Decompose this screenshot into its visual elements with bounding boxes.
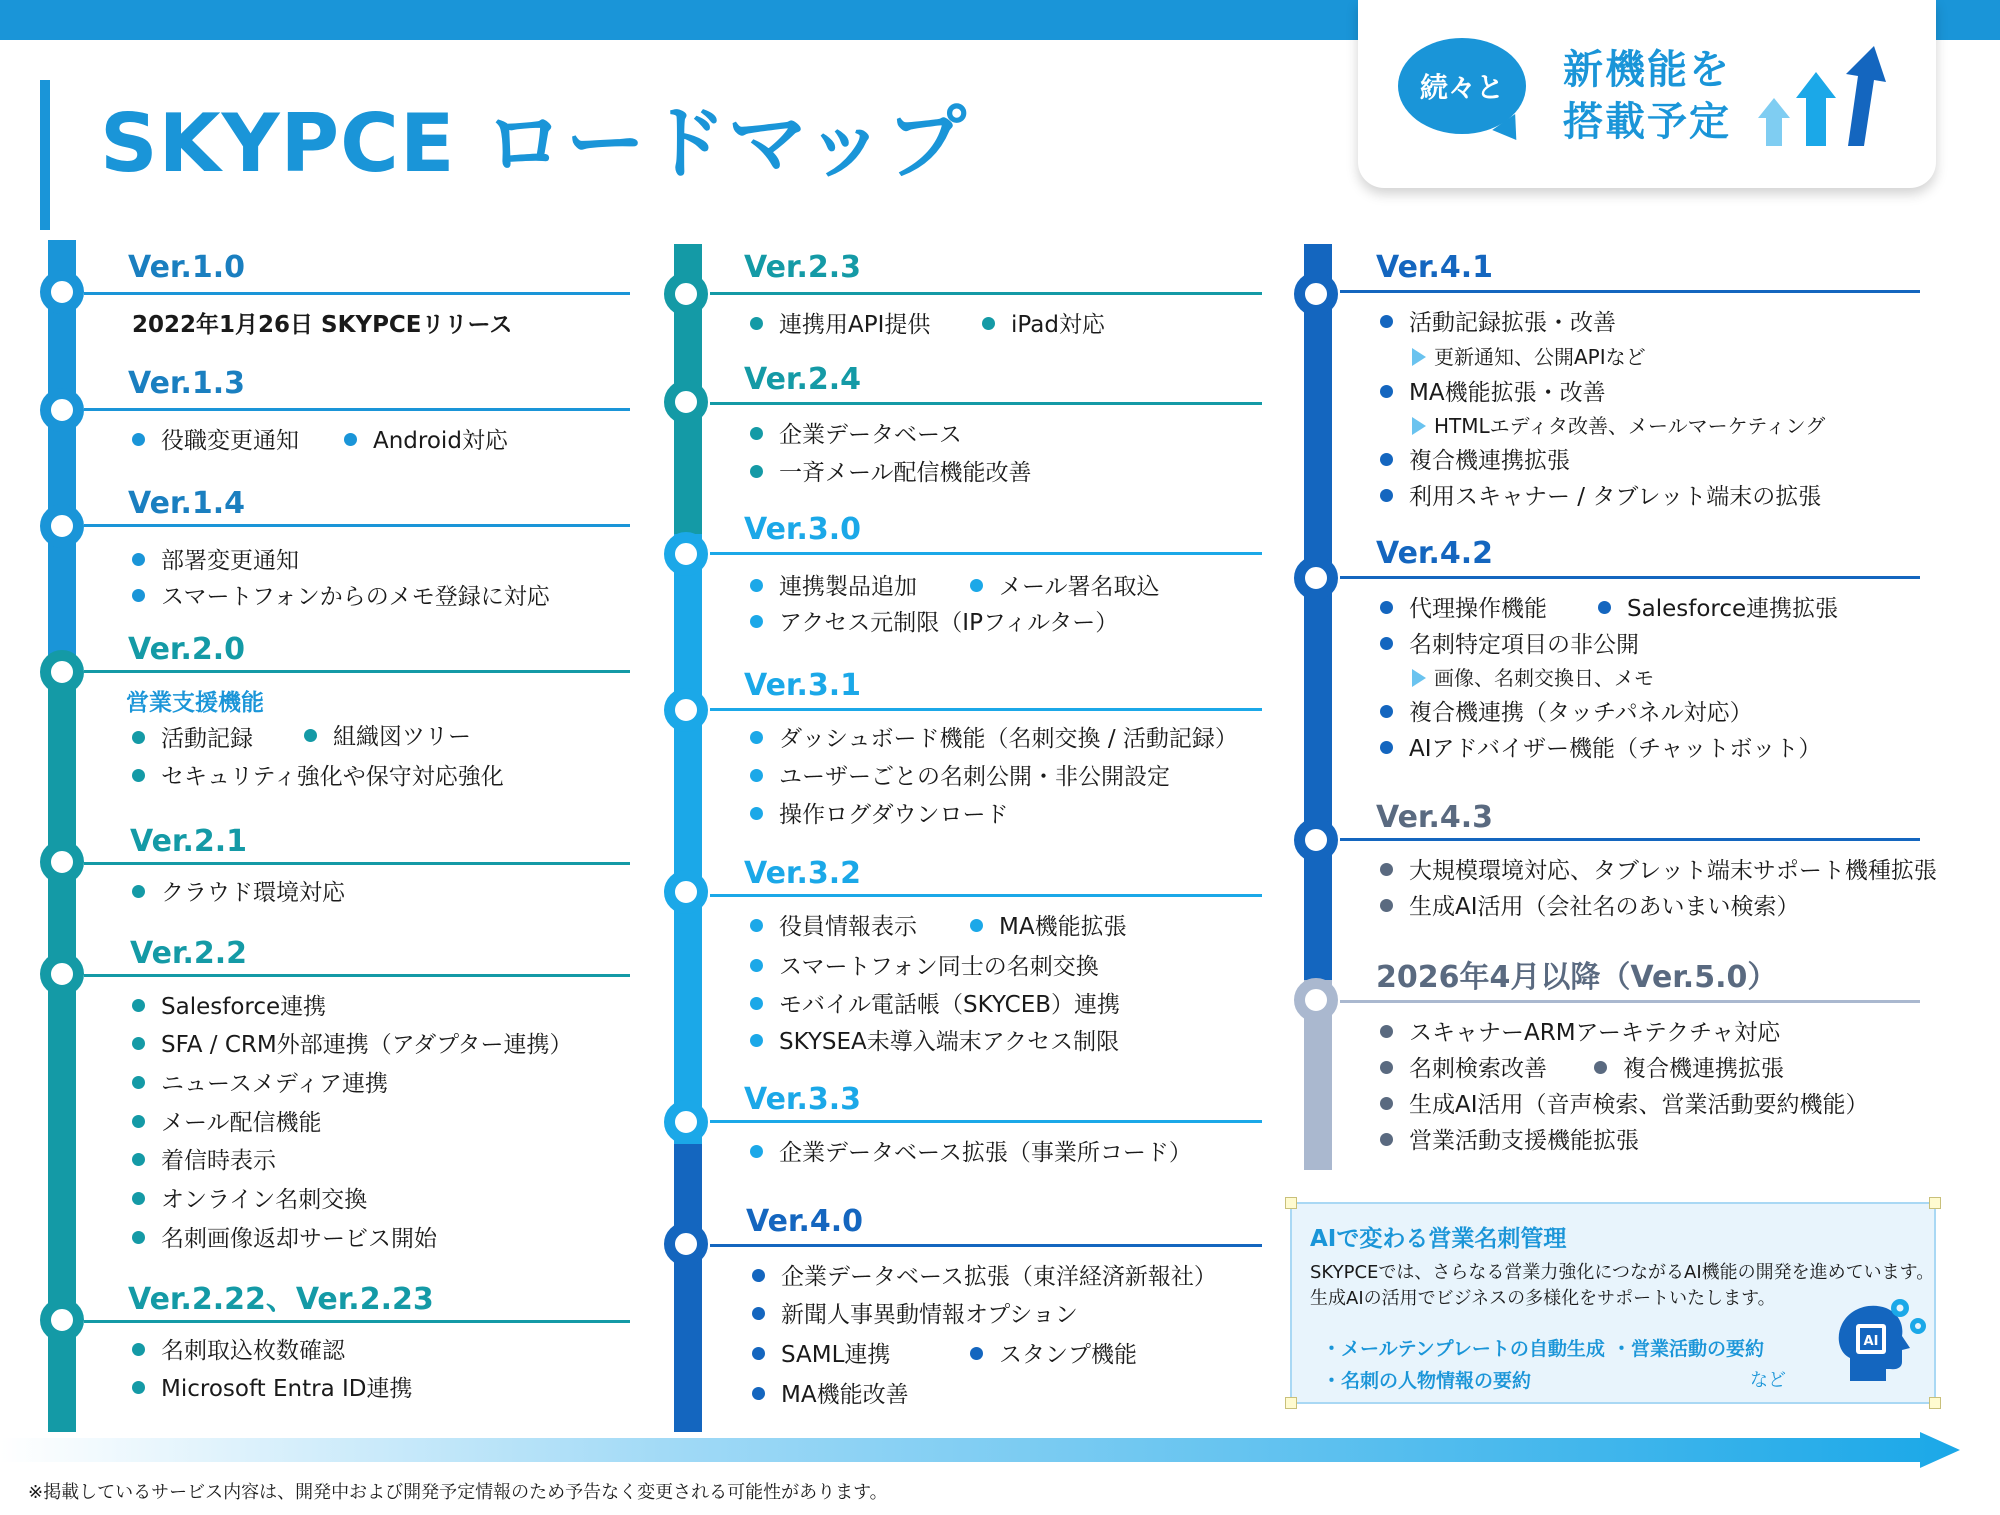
timeline-node — [40, 504, 84, 548]
selection-handle — [1285, 1397, 1297, 1409]
version-heading: 2026年4月以降（Ver.5.0） — [1376, 960, 1778, 995]
feature-item: 利用スキャナー / タブレット端末の拡張 — [1380, 482, 1821, 512]
category-label: 営業支援機能 — [126, 690, 264, 716]
version-heading: Ver.1.0 — [128, 250, 245, 285]
timeline-node — [40, 270, 84, 314]
feature-item: アクセス元制限（IPフィルター） — [750, 608, 1118, 638]
feature-item: SKYSEA未導入端末アクセス制限 — [750, 1027, 1119, 1057]
feature-item: ユーザーごとの名刺公開・非公開設定 — [750, 762, 1170, 792]
version-heading: Ver.2.3 — [744, 250, 861, 285]
feature-item: 名刺取込枚数確認 — [132, 1336, 345, 1366]
version-heading: Ver.4.1 — [1376, 250, 1493, 285]
ai-head-gear-icon — [1830, 1296, 1930, 1386]
ai-feature-item: ・営業活動の要約 — [1612, 1338, 1765, 1360]
feature-item: 一斉メール配信機能改善 — [750, 458, 1032, 488]
feature-item: 着信時表示 — [132, 1146, 276, 1176]
ai-desc-line-1: SKYPCEでは、さらなる営業力強化につながるAI機能の開発を進めています。 — [1310, 1262, 1935, 1283]
timeline-node — [1294, 556, 1338, 600]
timeline-rail-col3 — [1304, 244, 1332, 1170]
feature-item: 大規模環境対応、タブレット端末サポート機種拡張 — [1380, 856, 1937, 886]
feature-item: 活動記録 — [132, 724, 253, 754]
version-rule — [84, 292, 630, 295]
feature-item: MA機能拡張 — [970, 912, 1127, 942]
feature-item: 連携製品追加 — [750, 572, 917, 602]
feature-item: 代理操作機能 — [1380, 594, 1547, 624]
ai-feature-item: ・メールテンプレートの自動生成 — [1322, 1338, 1605, 1360]
timeline-progress-arrow — [0, 1432, 1960, 1468]
feature-item: スタンプ機能 — [970, 1340, 1137, 1370]
version-heading: Ver.2.2 — [130, 936, 247, 971]
feature-item: MA機能拡張・改善 — [1380, 378, 1606, 408]
feature-item: SAML連携 — [752, 1340, 890, 1370]
ai-icon-label: AI — [1863, 1334, 1879, 1349]
feature-subitem: HTMLエディタ改善、メールマーケティング — [1412, 413, 1825, 439]
feature-item: 名刺特定項目の非公開 — [1380, 630, 1639, 660]
version-heading: Ver.3.2 — [744, 856, 861, 891]
feature-item: 複合機連携（タッチパネル対応） — [1380, 698, 1753, 728]
version-rule — [84, 408, 630, 411]
timeline-node — [664, 870, 708, 914]
version-heading: Ver.3.0 — [744, 512, 861, 547]
version-rule — [84, 974, 630, 977]
feature-item: 営業活動支援機能拡張 — [1380, 1126, 1639, 1156]
version-rule — [1340, 1000, 1920, 1003]
version-rule — [1340, 290, 1920, 293]
version-heading: Ver.3.1 — [744, 668, 861, 703]
feature-item: iPad対応 — [982, 310, 1105, 340]
version-heading: Ver.4.0 — [746, 1204, 863, 1239]
feature-item: Salesforce連携拡張 — [1598, 594, 1838, 624]
feature-item: 活動記録拡張・改善 — [1380, 308, 1616, 338]
version-heading: Ver.2.4 — [744, 362, 861, 397]
version-rule — [710, 292, 1262, 295]
ai-desc-line-2: 生成AIの活用でビジネスの多様化をサポートいたします。 — [1310, 1288, 1776, 1309]
feature-item: セキュリティ強化や保守対応強化 — [132, 762, 504, 792]
timeline-node — [1294, 978, 1338, 1022]
timeline-node — [40, 1298, 84, 1342]
feature-subitem: 更新通知、公開APIなど — [1412, 344, 1646, 370]
version-heading: Ver.1.4 — [128, 486, 245, 521]
feature-item: MA機能改善 — [752, 1380, 909, 1410]
version-heading: Ver.3.3 — [744, 1082, 861, 1117]
feature-item: クラウド環境対応 — [132, 878, 345, 908]
feature-item: Microsoft Entra ID連携 — [132, 1374, 412, 1404]
timeline-node — [1294, 818, 1338, 862]
feature-item: 複合機連携拡張 — [1380, 446, 1570, 476]
timeline-node — [664, 380, 708, 424]
feature-item: 名刺画像返却サービス開始 — [132, 1224, 437, 1254]
version-rule — [1340, 838, 1920, 841]
triangle-bullet-icon — [1412, 669, 1426, 687]
feature-item: 企業データベース拡張（事業所コード） — [750, 1138, 1192, 1168]
ai-feature-item: ・名刺の人物情報の要約 — [1322, 1370, 1532, 1392]
badge-text — [1563, 44, 1731, 148]
timeline-node — [1294, 272, 1338, 316]
feature-item: メール配信機能 — [132, 1108, 322, 1138]
version-rule — [710, 708, 1262, 711]
timeline-node — [664, 272, 708, 316]
version-heading: Ver.2.1 — [130, 824, 247, 859]
disclaimer-footnote: ※掲載しているサービス内容は、開発中および開発予定情報のため予告なく変更される可能性があります。 — [28, 1482, 888, 1503]
triangle-bullet-icon — [1412, 417, 1426, 435]
version-rule — [84, 670, 630, 673]
page-title: SKYPCE ロードマップ — [100, 97, 968, 190]
badge-line-1: 新機能を — [1563, 47, 1731, 93]
feature-item: 役員情報表示 — [750, 912, 917, 942]
version-rule — [710, 1244, 1262, 1247]
version-rule — [84, 1320, 630, 1323]
timeline-node — [664, 532, 708, 576]
timeline-node — [40, 952, 84, 996]
selection-handle — [1929, 1197, 1941, 1209]
feature-item: AIアドバイザー機能（チャットボット） — [1380, 734, 1821, 764]
selection-handle — [1285, 1197, 1297, 1209]
release-text: 2022年1月26日 SKYPCEリリース — [132, 312, 513, 338]
triangle-bullet-icon — [1412, 348, 1426, 366]
feature-item: 連携用API提供 — [750, 310, 930, 340]
feature-item: 組織図ツリー — [304, 722, 471, 752]
feature-item: 複合機連携拡張 — [1594, 1054, 1784, 1084]
version-rule — [710, 894, 1262, 897]
rising-arrows-icon — [1758, 46, 1898, 156]
version-heading: Ver.2.0 — [128, 632, 245, 667]
version-heading: Ver.2.22、Ver.2.23 — [128, 1282, 434, 1317]
feature-item: Android対応 — [344, 426, 508, 456]
feature-item: Salesforce連携 — [132, 992, 326, 1022]
feature-item: 部署変更通知 — [132, 546, 299, 576]
version-rule — [84, 524, 630, 527]
feature-item: スマートフォン同士の名刺交換 — [750, 952, 1099, 982]
feature-item: 生成AI活用（音声検索、営業活動要約機能） — [1380, 1090, 1869, 1120]
feature-item: スマートフォンからのメモ登録に対応 — [132, 582, 550, 612]
feature-item: スキャナーARMアーキテクチャ対応 — [1380, 1018, 1780, 1048]
feature-item: 役職変更通知 — [132, 426, 299, 456]
feature-item: 操作ログダウンロード — [750, 800, 1009, 830]
feature-item: メール署名取込 — [970, 572, 1160, 602]
version-rule — [710, 1120, 1262, 1123]
version-rule — [1340, 576, 1920, 579]
ai-etc-label: など — [1750, 1370, 1786, 1391]
timeline-node — [664, 1100, 708, 1144]
selection-handle — [1929, 1397, 1941, 1409]
timeline-node — [40, 650, 84, 694]
feature-item: 生成AI活用（会社名のあいまい検索） — [1380, 892, 1800, 922]
feature-item: SFA / CRM外部連携（アダプター連携） — [132, 1030, 573, 1060]
version-heading: Ver.1.3 — [128, 366, 245, 401]
feature-subitem: 画像、名刺交換日、メモ — [1412, 665, 1654, 691]
version-rule — [84, 862, 630, 865]
feature-item: オンライン名刺交換 — [132, 1185, 367, 1215]
feature-item: 企業データベース — [750, 420, 962, 450]
title-accent-bar — [40, 80, 50, 230]
ai-feature-box — [1290, 1202, 1936, 1404]
timeline-node — [40, 840, 84, 884]
speech-bubble: 続々と — [1398, 38, 1526, 134]
feature-item: ニュースメディア連携 — [132, 1069, 388, 1099]
timeline-node — [40, 388, 84, 432]
badge-line-2: 搭載予定 — [1563, 99, 1731, 145]
version-heading: Ver.4.2 — [1376, 536, 1493, 571]
version-heading: Ver.4.3 — [1376, 800, 1493, 835]
feature-item: モバイル電話帳（SKYCEB）連携 — [750, 990, 1120, 1020]
feature-item: ダッシュボード機能（名刺交換 / 活動記録） — [750, 724, 1238, 754]
timeline-node — [664, 688, 708, 732]
feature-item: 名刺検索改善 — [1380, 1054, 1547, 1084]
new-features-badge — [1358, 0, 1936, 188]
ai-box-title: AIで変わる営業名刺管理 — [1310, 1226, 1567, 1252]
feature-item: 企業データベース拡張（東洋経済新報社） — [752, 1262, 1217, 1292]
timeline-node — [664, 1222, 708, 1266]
version-rule — [710, 402, 1262, 405]
feature-item: 新聞人事異動情報オプション — [752, 1300, 1078, 1330]
version-rule — [710, 552, 1262, 555]
